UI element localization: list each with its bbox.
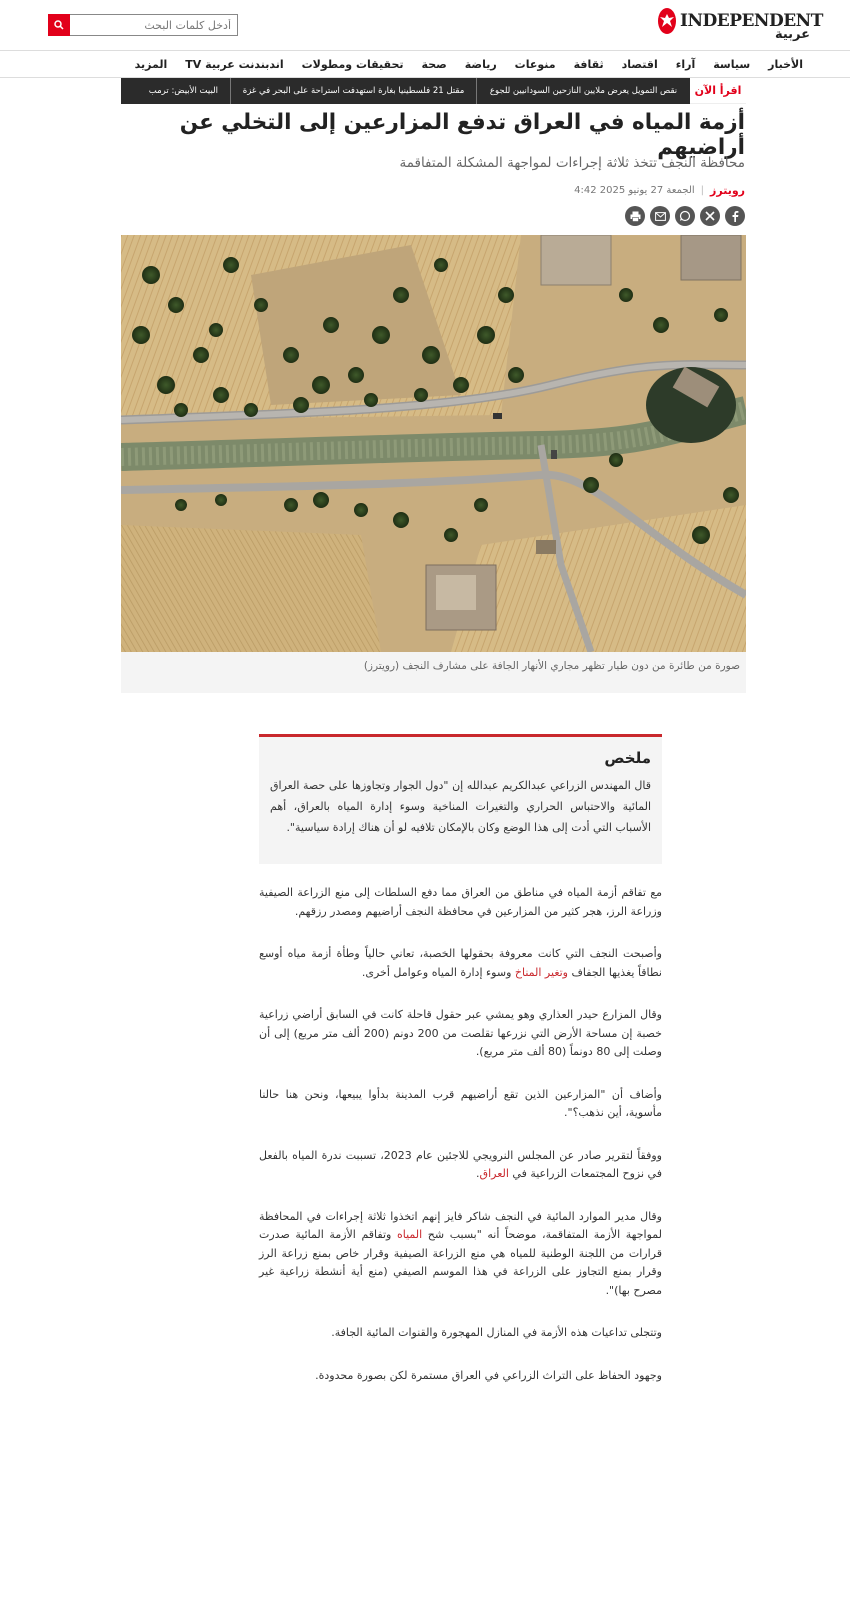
nav-item-misc[interactable]: منوعات xyxy=(514,57,556,71)
search-button[interactable] xyxy=(48,14,70,36)
article-subtitle: محافظة النجف تتخذ ثلاثة إجراءات لمواجهة المشكلة المتفاقمة xyxy=(399,155,745,171)
facebook-icon[interactable] xyxy=(725,206,745,226)
site-header xyxy=(0,0,850,50)
print-icon[interactable] xyxy=(625,206,645,226)
nav-item-news[interactable]: الأخبار xyxy=(768,57,803,71)
x-icon[interactable] xyxy=(700,206,720,226)
article-meta xyxy=(574,184,745,197)
nav-item-economy[interactable]: اقتصاد xyxy=(621,57,658,71)
paragraph-text: وأصبحت النجف التي كانت معروفة بحقولها الخصبة، تعاني حالياً وطأة أزمة مياه أوسع نطاقاً يغذيها الجفاف xyxy=(259,947,662,979)
eagle-logo-icon xyxy=(658,8,676,34)
aerial-photo xyxy=(121,235,746,652)
paragraph xyxy=(259,945,662,982)
inline-link-climate[interactable]: وتغير المناخ xyxy=(514,965,568,979)
share-buttons xyxy=(625,206,745,226)
nav-item-more[interactable]: المزيد xyxy=(134,57,168,71)
paragraph-text: وقال مدير الموارد المائية في النجف شاكر فايز إنهم اتخذوا ثلاثة إجراءات في المحافظة لمواجهة الأزمة المتفاقمة، موضحاً أنه "بسبب شح xyxy=(259,1209,662,1241)
summary-title: ملخص xyxy=(604,749,651,767)
summary-text: قال المهندس الزراعي عبدالكريم عبدالله إن "دول الجوار وتجاوزها على حصة العراق المائية والاحتباس الحراري والتغيرات المناخية وسوء إدارة المياه بالعراق، أهم الأسباب التي أدت إلى هذا الوضع وكان بالإمكان تلافيه لو أن هناك إرادة سياسية". xyxy=(270,779,651,834)
nav-item-investigations[interactable]: تحقيقات ومطولات xyxy=(301,57,404,71)
search-input[interactable] xyxy=(70,14,238,36)
image-caption: صورة من طائرة من دون طيار تظهر مجاري الأنهار الجافة على مشارف النجف (رويترز) xyxy=(363,660,740,672)
inline-link-iraq[interactable]: العراق xyxy=(479,1167,509,1180)
article-date: الجمعة 27 يونيو 2025 4:42 xyxy=(574,185,695,196)
logo-text: INDEPENDENT xyxy=(680,11,823,31)
paragraph: وجهود الحفاظ على التراث الزراعي في العراق مستمرة لكن بصورة محدودة. xyxy=(315,1368,662,1382)
ticker-item[interactable]: مقتل 21 فلسطينيا بغارة استهدفت استراحة على البحر في غزة xyxy=(230,78,476,104)
article-source[interactable]: رويترز xyxy=(710,184,745,197)
email-icon[interactable] xyxy=(650,206,670,226)
paragraph xyxy=(259,1147,662,1184)
paragraph: وتتجلى تداعيات هذه الأزمة في المنازل المهجورة والقنوات المائية الجافة. xyxy=(331,1326,662,1339)
image-caption-box xyxy=(121,652,746,693)
article-body xyxy=(259,884,662,1409)
paragraph: مع تفاقم أزمة المياه في مناطق من العراق مما دفع السلطات إلى منع الزراعة الصيفية وزراعة الرز، هجر كثير من المزارعين في محافظة النجف أراضيهم ومصدر رزقهم. xyxy=(259,886,662,918)
nav-item-politics[interactable]: سياسة xyxy=(713,57,751,71)
nav-item-culture[interactable]: ثقافة xyxy=(573,57,604,71)
paragraph: وأضاف أن "المزارعين الذين تقع أراضيهم قرب المدينة بدأوا يبيعها، ونحن هنا حالنا مأسوية، أين نذهب؟". xyxy=(259,1087,662,1119)
paragraph-text: ووفقاً لتقرير صادر عن المجلس النرويجي للاجئين عام 2023، تسببت ندرة المياه بالفعل في نزوح المجتمعات الزراعية في xyxy=(259,1148,662,1180)
paragraph: وقال المزارع حيدر العذاري وهو يمشي عبر حقول قاحلة كانت في السابق أراضي زراعية خصبة إن مساحة الأرض التي نزرعها تقلصت من 200 دونم (200 ألف متر مربع) إلى أن وصلت إلى 80 دونماً (80 ألف متر مربع). xyxy=(259,1008,662,1058)
ticker-item[interactable]: نقص التمويل يعرض ملايين النازحين السودانيين للجوع xyxy=(476,78,690,104)
paragraph-text: وتفاقم الأزمة المائية صدرت قرارات من اللجنة الوطنية للمياه هي منع الزراعة الصيفية وقرار خاص بمنع زراعة الرز وقرار بمنع التجاوز على الزراعة في هذا الموسم الصيفي (منع أية أنشطة زراعية غير مصرح بها)". xyxy=(259,1228,662,1297)
search-icon xyxy=(54,20,64,30)
article-hero-image xyxy=(121,235,746,652)
whatsapp-icon[interactable] xyxy=(675,206,695,226)
main-nav xyxy=(0,50,850,78)
ticker-item[interactable]: البيت الأبيض: ترمب xyxy=(148,86,218,96)
paragraph-text: . xyxy=(476,1167,480,1180)
nav-item-tv[interactable]: اندبندنت عربية TV xyxy=(185,57,284,71)
logo-subtitle: عربية xyxy=(774,27,810,42)
article-summary xyxy=(259,734,662,864)
nav-item-opinions[interactable]: آراء xyxy=(675,57,696,71)
nav-item-sports[interactable]: رياضة xyxy=(464,57,497,71)
paragraph-text: وسوء إدارة المياه وعوامل أخرى. xyxy=(361,965,515,979)
inline-link-water[interactable]: المياه xyxy=(396,1228,423,1241)
meta-separator: | xyxy=(700,185,705,196)
search-bar xyxy=(48,14,238,36)
paragraph xyxy=(259,1208,662,1301)
ticker-label: اقرأ الآن xyxy=(690,78,746,104)
article-headline: أزمة المياه في العراق تدفع المزارعين إلى التخلي عن أراضيهم xyxy=(179,110,745,160)
news-ticker xyxy=(121,78,746,104)
nav-item-health[interactable]: صحة xyxy=(421,57,447,71)
